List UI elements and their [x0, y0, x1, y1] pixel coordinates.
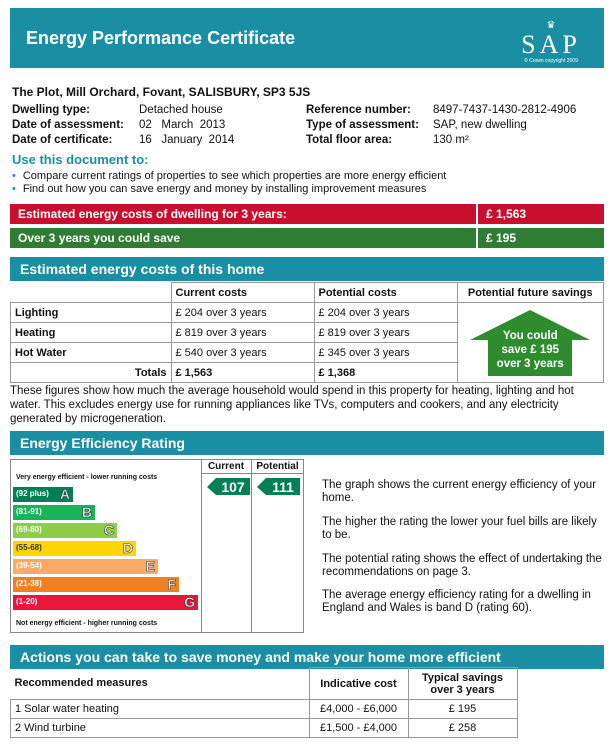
potential-rating-value: 111 [272, 479, 294, 495]
reference-label: Reference number: [306, 104, 411, 116]
col-indicative-cost: Indicative cost [309, 668, 408, 700]
rating-section-title: Energy Efficiency Rating [20, 435, 185, 451]
col-typical-savings: Typical savings over 3 years [408, 668, 517, 700]
band-letter: E [145, 558, 155, 574]
row-label: Hot Water [11, 343, 172, 363]
certificate-date-label: Date of certificate: [12, 134, 113, 146]
actions-section-title: Actions you can take to save money and make your home more efficient [20, 649, 501, 665]
costs-note: These figures show how much the average household would spend in this property for heating, lighting and hot water. This excludes energy use for running appliances like TVs, computers and cookers, and any electricity generated by microgeneration. [10, 385, 574, 425]
row-potential: £ 345 over 3 years [314, 343, 457, 363]
current-rating-value: 107 [221, 479, 245, 495]
band-d [13, 541, 136, 556]
assessment-type-label: Type of assessment: [306, 119, 419, 131]
table-row [11, 303, 604, 323]
rating-text-4: The average energy efficiency rating for a dwelling in England and Wales is band D (rating 60). [322, 589, 591, 614]
estimated-cost-label: Estimated energy costs of dwelling for 3 years: [18, 207, 287, 221]
band-range: (39-54) [16, 561, 42, 570]
assessment-type-value: SAP, new dwelling [433, 119, 527, 131]
rating-text-2: The higher the rating the lower your fuel bills are likely to be. [322, 516, 597, 541]
col-potential-costs: Potential costs [314, 283, 457, 303]
rating-top-label: Very energy efficient - lower running costs [16, 474, 158, 481]
band-range: (21-38) [16, 579, 42, 588]
page-title: Energy Performance Certificate [26, 28, 296, 48]
col-future-savings: Potential future savings [457, 283, 604, 303]
measure-saving: £ 195 [408, 700, 517, 719]
band-letter: B [81, 504, 92, 520]
could-save-bar [10, 228, 604, 248]
rating-col-current: Current [207, 461, 245, 472]
col-recommended-measures: Recommended measures [11, 668, 310, 700]
row-current: £ 204 over 3 years [171, 303, 314, 323]
band-g [13, 595, 198, 610]
rating-chart [10, 459, 304, 633]
use-bullet-1 [12, 170, 446, 182]
savings-arrow-cell [457, 303, 604, 383]
row-label: Heating [11, 323, 172, 343]
band-range: (81-91) [16, 507, 42, 516]
band-a [13, 487, 73, 502]
band-letter: C [103, 522, 114, 538]
sap-copyright: © Crown copyright 2009 [524, 58, 578, 64]
col-current-costs: Current costs [171, 283, 314, 303]
savings-line-3: over 3 years [496, 358, 564, 370]
use-bullet-2 [12, 183, 426, 195]
band-range: (92 plus) [16, 489, 49, 498]
savings-line-2: save £ 195 [501, 344, 560, 356]
measure-cost: £1,500 - £4,000 [309, 719, 408, 738]
total-potential: £ 1,368 [314, 363, 457, 383]
crown-icon: ♛ [546, 20, 556, 31]
estimated-cost-value: £ 1,563 [476, 204, 526, 224]
band-range: (55-68) [16, 543, 42, 552]
measure-name: 2 Wind turbine [11, 719, 310, 738]
use-bullet-text: Compare current ratings of properties to see which properties are more energy efficient [22, 170, 447, 182]
table-row [11, 700, 604, 719]
bullet-icon: • [12, 170, 16, 182]
actions-section-header [10, 645, 604, 669]
row-label: Lighting [11, 303, 172, 323]
use-document-title: Use this document to: [12, 152, 149, 167]
floor-area-label: Total floor area: [306, 134, 393, 146]
sap-logo-text: SAP [521, 30, 581, 59]
row-current: £ 819 over 3 years [171, 323, 314, 343]
measure-name: 1 Solar water heating [11, 700, 310, 719]
costs-table [10, 282, 604, 383]
rating-section-header [10, 431, 604, 455]
costs-section-title: Estimated energy costs of this home [20, 261, 265, 277]
estimated-cost-bar [10, 204, 604, 224]
band-range: (69-80) [16, 525, 42, 534]
header-banner [10, 8, 604, 68]
sap-logo [516, 22, 586, 68]
certificate-date-value: 16 January 2014 [139, 134, 235, 146]
measure-cost: £4,000 - £6,000 [309, 700, 408, 719]
band-letter: D [122, 540, 133, 556]
table-row [11, 719, 604, 738]
could-save-label: Over 3 years you could save [18, 231, 181, 245]
band-letter: A [59, 486, 70, 502]
use-bullet-text: Find out how you can save energy and money by installing improvement measures [22, 183, 427, 195]
total-current: £ 1,563 [171, 363, 314, 383]
rating-col-potential: Potential [256, 461, 299, 472]
rating-text-3: The potential rating shows the effect of undertaking the recommendations on page 3. [322, 553, 602, 578]
assessment-date-label: Date of assessment: [12, 119, 124, 131]
rating-text-1: The graph shows the current energy efficiency of your home. [322, 479, 597, 504]
actions-table [10, 667, 604, 738]
savings-line-1: You could [502, 330, 558, 342]
band-b [13, 505, 95, 520]
assessment-date-value: 02 March 2013 [139, 119, 226, 131]
row-potential: £ 204 over 3 years [314, 303, 457, 323]
row-current: £ 540 over 3 years [171, 343, 314, 363]
rating-bottom-label: Not energy efficient - higher running costs [16, 620, 158, 627]
reference-value: 8497-7437-1430-2812-4906 [433, 104, 577, 116]
property-address: The Plot, Mill Orchard, Fovant, SALISBURY, SP3 5JS [12, 85, 311, 99]
dwelling-type-label: Dwelling type: [12, 104, 90, 116]
costs-section-header [10, 257, 604, 281]
band-c [13, 523, 117, 538]
band-letter: G [184, 594, 195, 610]
totals-label: Totals [11, 363, 172, 383]
row-potential: £ 819 over 3 years [314, 323, 457, 343]
band-letter: F [167, 576, 176, 592]
floor-area-value: 130 m² [433, 134, 469, 146]
band-e [13, 559, 158, 574]
bullet-icon: • [12, 183, 16, 195]
band-f [13, 577, 179, 592]
measure-saving: £ 258 [408, 719, 517, 738]
could-save-value: £ 195 [476, 228, 516, 248]
dwelling-type-value: Detached house [139, 104, 223, 116]
band-range: (1-20) [16, 597, 38, 606]
